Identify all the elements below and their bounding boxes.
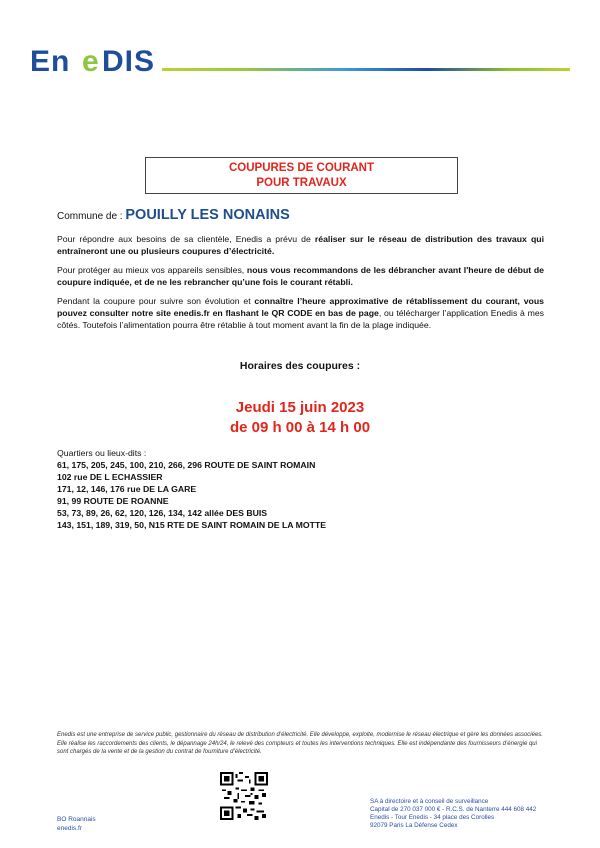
notice-title-line2: POUR TRAVAUX bbox=[256, 177, 347, 189]
p3-text-end: , ou télécharger l’application Enedis à mes côtés. Toutefois l’alimentation pourra être rétablie à tout moment avant la fin de la plage indiquée. bbox=[57, 308, 544, 330]
list-item: 53, 73, 89, 26, 62, 120, 126, 134, 142 allée DES BUIS bbox=[57, 508, 268, 518]
list-item: 171, 12, 146, 176 rue DE LA GARE bbox=[57, 484, 197, 494]
bo-website[interactable]: enedis.fr bbox=[57, 824, 82, 832]
outage-date: Jeudi 15 juin 2023 bbox=[235, 399, 365, 416]
paragraph-3 bbox=[57, 295, 544, 331]
corp-line: SA à directoire et à conseil de surveillance bbox=[370, 798, 489, 805]
enedis-logo bbox=[30, 44, 160, 76]
svg-text:DIS: DIS bbox=[102, 45, 156, 76]
svg-text:En: En bbox=[30, 45, 71, 76]
horaires-title: Horaires des coupures : bbox=[239, 360, 361, 372]
header-divider bbox=[162, 68, 570, 71]
bo-name: BO Roannais bbox=[57, 816, 96, 823]
p3-bold: connaître l’heure approximative de rétablissement du courant, vous pouvez consulter notre site enedis.fr en flashant le QR CODE en bas de page bbox=[57, 296, 544, 318]
corp-line: 92079 Paris La Défense Cedex bbox=[370, 822, 458, 829]
notice-title-line1: COUPURES DE COURANT bbox=[228, 162, 375, 174]
p3-text: Pendant la coupure pour suivre son évolution et bbox=[57, 296, 255, 306]
paragraph-2 bbox=[57, 264, 544, 288]
paragraph-1 bbox=[57, 233, 544, 257]
list-item: 91, 99 ROUTE DE ROANNE bbox=[57, 496, 169, 506]
p2-text: Pour protéger au mieux vos appareils sensibles, bbox=[57, 265, 247, 275]
commune-label: Commune de : bbox=[57, 211, 123, 222]
corp-line: Capital de 270 037 000 € - R.C.S. de Nanterre 444 608 442 bbox=[370, 806, 537, 813]
footer-bo bbox=[57, 816, 96, 833]
list-item: 143, 151, 189, 319, 50, N15 RTE DE SAINT ROMAIN DE LA MOTTE bbox=[57, 520, 327, 530]
list-item: 102 rue DE L ECHASSIER bbox=[57, 472, 163, 482]
commune-line bbox=[57, 207, 290, 223]
p1-bold: réaliser sur le réseau de distribution des travaux qui entraîneront une ou plusieurs coupures d’électricité. bbox=[57, 234, 544, 256]
outage-time-range: de 09 h 00 à 14 h 00 bbox=[229, 419, 371, 436]
list-item: 61, 175, 205, 245, 100, 210, 266, 296 ROUTE DE SAINT ROMAIN bbox=[57, 460, 316, 470]
quartiers-label: Quartiers ou lieux-dits : bbox=[57, 448, 147, 458]
corp-line: Enedis - Tour Enedis - 34 place des Corolles bbox=[370, 814, 495, 821]
qr-code[interactable] bbox=[220, 772, 268, 820]
commune-name: POUILLY LES NONAINS bbox=[125, 207, 290, 223]
footer-legal-note: Enedis est une entreprise de service public, gestionnaire du réseau de distribution d’électricité. Elle développe, exploite, modernise le réseau électrique et gère les données associées. Elle réalise les raccordements des clients, le dépannage 24h/24, le relevé des compteurs et toutes les interventions techniques. Elle est indépendante des fournisseurs d’énergie qui sont chargés de la vente et de la gestion du contrat de fourniture d’électricité. bbox=[57, 732, 543, 755]
quartiers-list bbox=[57, 447, 326, 531]
p2-bold: nous vous recommandons de les débrancher avant l'heure de début de coupure indiquée, et de ne les rebrancher qu’une fois le courant rétabli. bbox=[57, 265, 544, 287]
notice-title-box bbox=[145, 157, 458, 194]
outage-date-block bbox=[0, 398, 600, 438]
footer-corporate-info bbox=[370, 798, 536, 830]
svg-text:e: e bbox=[82, 45, 99, 76]
p1-text: Pour répondre aux besoins de sa clientèle, Enedis a prévu de bbox=[57, 234, 315, 244]
